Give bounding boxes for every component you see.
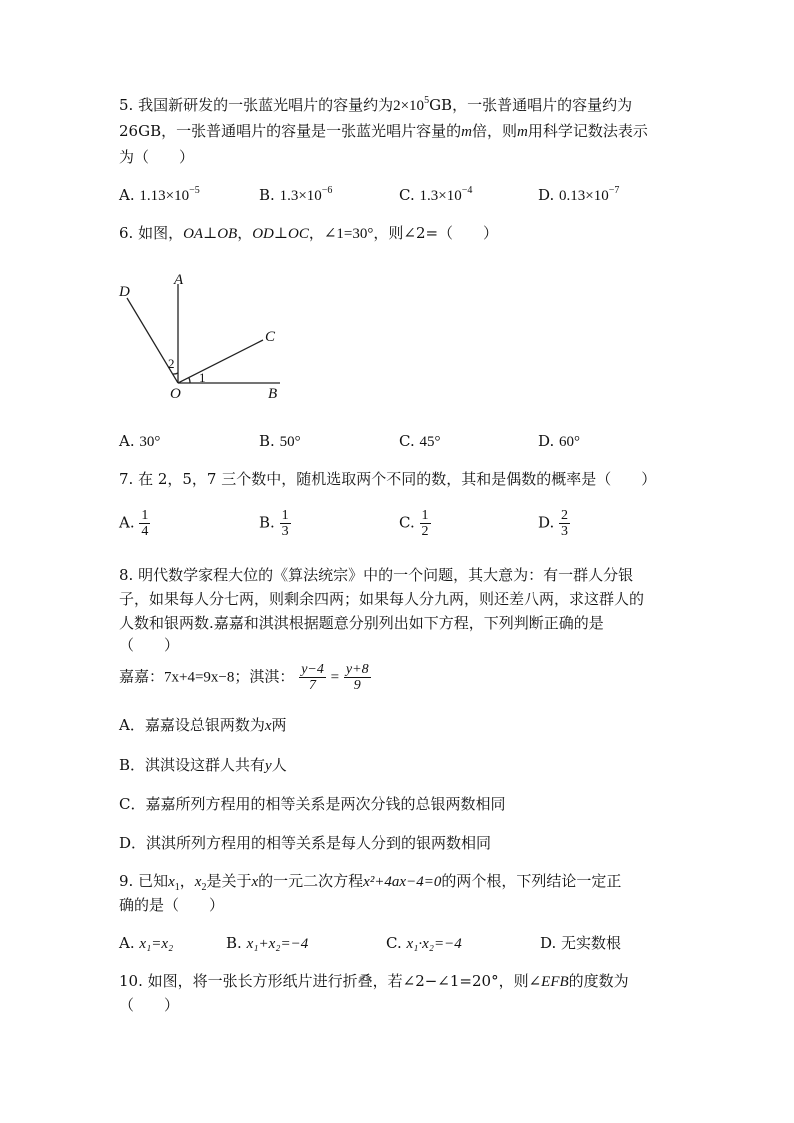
q6-option-d[interactable]: D. 60° bbox=[538, 432, 581, 450]
q8-line2: 子，如果每人分七两，则剩余四两；如果每人分九两，则还差八两，求这群人的 bbox=[119, 590, 645, 608]
q7-stem: 7. 在 2，5，7 三个数中，随机选取两个不同的数，其和是偶数的概率是（ ） bbox=[119, 470, 657, 488]
q5-line3: 为（ ） bbox=[119, 148, 195, 166]
q9-option-a[interactable]: A. x₁=x₂ bbox=[119, 934, 174, 952]
q5-value: $2\times 10^5$ bbox=[393, 95, 430, 114]
q5-option-a[interactable]: A. $1.13\times 10^{-5}$ bbox=[119, 185, 200, 204]
q5-option-d[interactable]: D. $0.13\times 10^{-7}$ bbox=[538, 185, 620, 204]
jiajia-equation: 7x+4=9x−8 bbox=[164, 669, 235, 686]
q7-option-a[interactable]: A. $\frac{1}{4}$ bbox=[119, 508, 149, 539]
qiqi-fraction-right: $\frac{y+8}{9}$ bbox=[345, 662, 369, 693]
q8-option-a[interactable]: A．嘉嘉设总银两数为x两 bbox=[119, 716, 287, 734]
fraction: $\frac{2}{3}$ bbox=[561, 508, 569, 539]
label-a: A bbox=[174, 272, 184, 288]
q9-line1: 9. 已知$x_1$，$x_2$是关于x的一元二次方程x²+4ax−4=0的两个根，下列结论一定正 bbox=[119, 872, 622, 893]
q7-option-c[interactable]: C. $\frac{1}{2}$ bbox=[399, 508, 429, 539]
q6-stem: 6. 如图，OA⊥OB，OD⊥OC，∠1=30°，则∠2=（ ） bbox=[119, 224, 499, 242]
q7-option-b[interactable]: B. $\frac{1}{3}$ bbox=[259, 508, 289, 539]
fraction: $\frac{1}{3}$ bbox=[281, 508, 289, 539]
label-angle-1: 1 bbox=[199, 370, 206, 385]
q6-option-c[interactable]: C. 45° bbox=[399, 432, 441, 450]
angle-2-arc bbox=[173, 373, 178, 374]
q9-option-d[interactable]: D. 无实数根 bbox=[540, 934, 622, 952]
q8-line1: 8. 明代数学家程大位的《算法统宗》中的一个问题，其大意为：有一群人分银 bbox=[119, 566, 634, 584]
q8-line3: 人数和银两数.嘉嘉和淇淇根据题意分别列出如下方程，下列判断正确的是 bbox=[119, 614, 604, 632]
q8-option-d[interactable]: D．淇淇所列方程用的相等关系是每人分到的银两数相同 bbox=[119, 834, 492, 852]
q8-option-b[interactable]: B．淇淇设这群人共有y人 bbox=[119, 756, 287, 774]
label-o: O bbox=[170, 386, 181, 402]
q9-line2: 确的是（ ） bbox=[119, 896, 225, 914]
q10-line1: 10. 如图，将一张长方形纸片进行折叠，若∠2−∠1=20°，则∠EFB的度数为 bbox=[119, 972, 629, 990]
q8-line4: （ ） bbox=[119, 636, 180, 654]
q7-option-d[interactable]: D. $\frac{2}{3}$ bbox=[538, 508, 569, 539]
fraction: $\frac{1}{4}$ bbox=[141, 508, 149, 539]
ray-od bbox=[127, 298, 178, 383]
label-c: C bbox=[265, 329, 276, 345]
q5-line2: 26GB，一张普通唱片的容量是一张蓝光唱片容量的m倍，则m用科学记数法表示 bbox=[119, 122, 648, 140]
label-angle-2: 2 bbox=[168, 356, 175, 371]
q5-line1: 5. 我国新研发的一张蓝光唱片的容量约为$2\times 10^5GB$，一张普通唱片的容量约为 bbox=[119, 95, 633, 114]
fraction: $\frac{1}{2}$ bbox=[421, 508, 429, 539]
label-d: D bbox=[119, 284, 130, 300]
q6-option-b[interactable]: B. 50° bbox=[259, 432, 301, 450]
qiqi-fraction-left: $\frac{y-4}{7}$ bbox=[301, 662, 324, 693]
q5-option-b[interactable]: B. $1.3\times 10^{-6}$ bbox=[259, 185, 333, 204]
angle-1-arc bbox=[189, 378, 190, 383]
q6-option-a[interactable]: A. 30° bbox=[119, 432, 161, 450]
q8-equations: 嘉嘉：7x+4=9x−8；淇淇： $\frac{y-4}{7}$ = $\frac{y+8}{9}$ bbox=[119, 662, 369, 693]
q9-option-b[interactable]: B. x₁+x₂=−4 bbox=[226, 934, 309, 952]
q8-option-c[interactable]: C．嘉嘉所列方程用的相等关系是两次分钱的总银两数相同 bbox=[119, 795, 506, 813]
ray-oc bbox=[178, 340, 263, 383]
q9-option-c[interactable]: C. x₁·x₂=−4 bbox=[386, 934, 462, 952]
label-b: B bbox=[268, 386, 278, 402]
q5-option-c[interactable]: C. $1.3\times 10^{-4}$ bbox=[399, 185, 473, 204]
q10-line2: （ ） bbox=[119, 996, 180, 1014]
